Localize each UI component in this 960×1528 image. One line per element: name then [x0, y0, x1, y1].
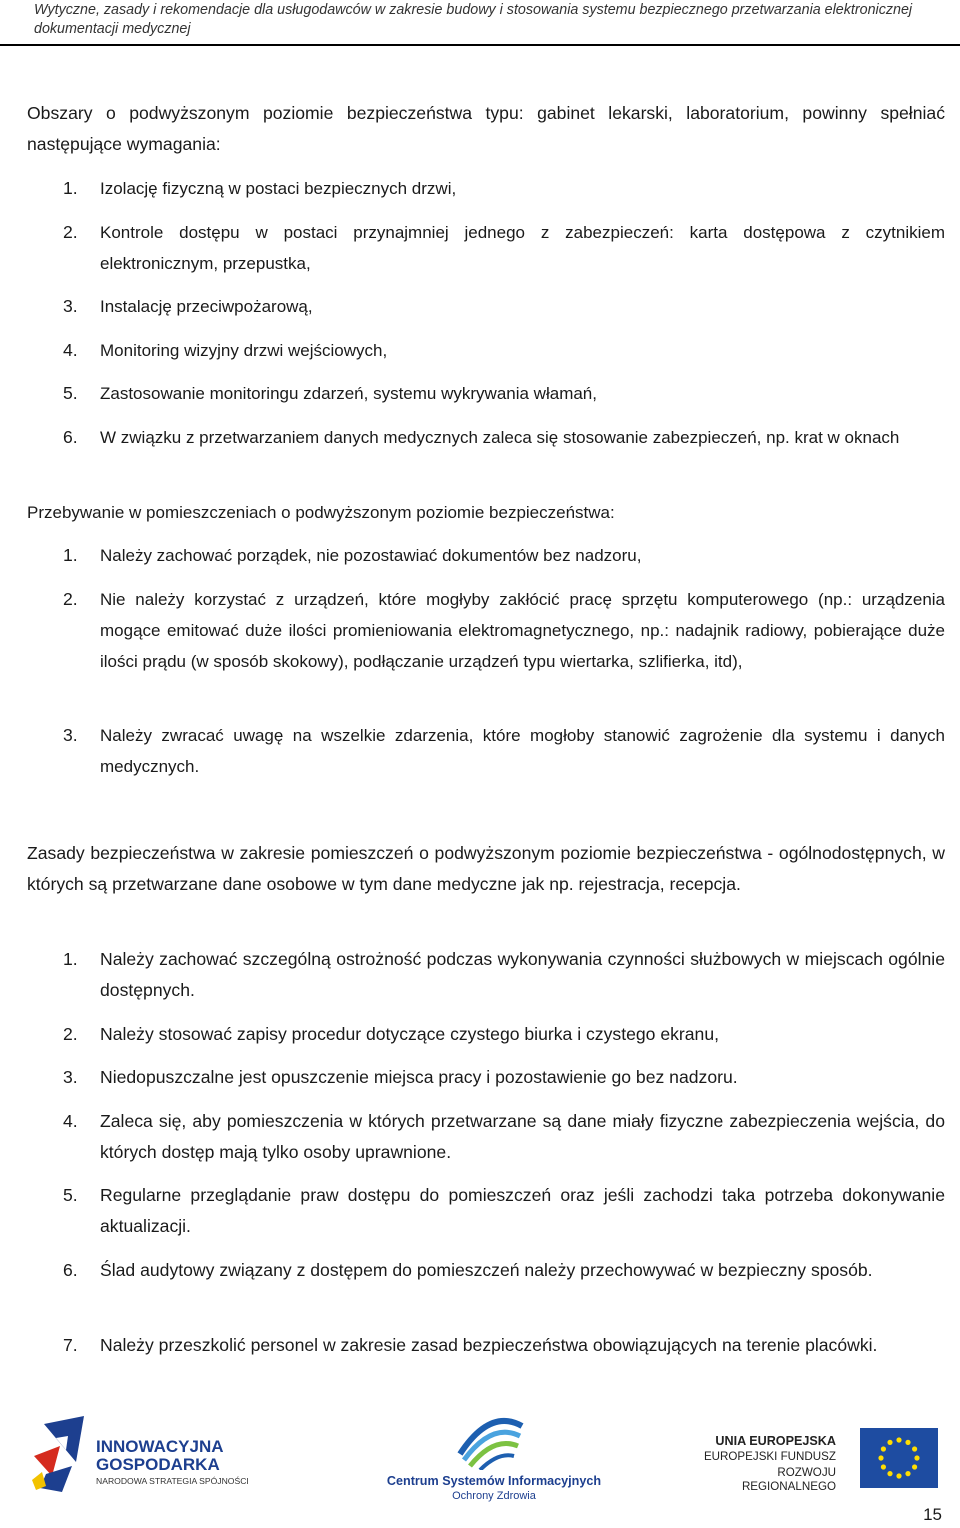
section3-item-4: Zaleca się, aby pomieszczenia w których przetwarzane są dane miały fizyczne zabezpieczenia wejścia, do których dostęp mają tylko osoby uprawnione.: [100, 1111, 945, 1162]
section1-item-3: Instalację przeciwpożarową,: [100, 297, 313, 316]
ig-line2: GOSPODARKA: [96, 1455, 220, 1474]
section3-item-2-num: 2.: [63, 1024, 78, 1044]
section1-item-4: Monitoring wizyjny drzwi wejściowych,: [100, 341, 388, 360]
csioz-emblem-icon: [450, 1414, 530, 1470]
section2-intro: Przebywanie w pomieszczeniach o podwyższonym poziomie bezpieczeństwa:: [27, 503, 615, 522]
section3-item-7: Należy przeszkolić personel w zakresie zasad bezpieczeństwa obowiązujących na terenie placówki.: [100, 1335, 878, 1355]
section3-item-7-num: 7.: [63, 1335, 78, 1355]
eu-line2: EUROPEJSKI FUNDUSZ: [703, 1450, 836, 1463]
section3-item-4-num: 4.: [63, 1111, 78, 1131]
page-number: 15: [923, 1505, 942, 1524]
eu-line3: ROZWOJU REGIONALNEGO: [741, 1466, 836, 1493]
section3-item-1: Należy zachować szczególną ostrożność podczas wykonywania czynności służbowych w miejscach ogólnie dostępnych.: [100, 949, 945, 1000]
csioz-line2: Ochrony Zdrowia: [452, 1490, 536, 1502]
eu-logo: [682, 1428, 938, 1498]
section1-item-5-num: 5.: [63, 383, 78, 403]
section1-item-6: W związku z przetwarzaniem danych medycznych zaleca się stosowanie zabezpieczeń, np. krat w oknach: [100, 428, 900, 447]
csioz-logo: [384, 1414, 604, 1504]
section1-item-1: Izolację fizyczną w postaci bezpiecznych drzwi,: [100, 179, 457, 198]
section1-item-1-num: 1.: [63, 178, 78, 198]
section1-item-4-num: 4.: [63, 340, 78, 360]
section1-item-2-num: 2.: [63, 222, 78, 242]
header-title: Wytyczne, zasady i rekomendacje dla usługodawców w zakresie budowy i stosowania systemu bezpiecznego przetwarzania elektronicznej dokumentacji medycznej: [34, 2, 913, 37]
section2-item-1-num: 1.: [63, 545, 78, 565]
section3-item-3-num: 3.: [63, 1067, 78, 1087]
section2-item-3-num: 3.: [63, 725, 78, 745]
section1-item-6-num: 6.: [63, 427, 78, 447]
section1-item-3-num: 3.: [63, 296, 78, 316]
innowacyjna-gospodarka-logo: [32, 1416, 272, 1496]
section2-item-1: Należy zachować porządek, nie pozostawiać dokumentów bez nadzoru,: [100, 546, 642, 565]
section3-item-1-num: 1.: [63, 949, 78, 969]
ig-emblem-icon: [32, 1416, 90, 1492]
section2-item-2-num: 2.: [63, 589, 78, 609]
ig-line1: INNOWACYJNA: [96, 1437, 224, 1456]
section1-intro: Obszary o podwyższonym poziomie bezpieczeństwa typu: gabinet lekarski, laboratorium, powinny spełniać następujące wymagania:: [27, 103, 945, 154]
section1-item-5: Zastosowanie monitoringu zdarzeń, systemu wykrywania włamań,: [100, 384, 597, 403]
section1-item-2: Kontrole dostępu w postaci przynajmniej jednego z zabezpieczeń: karta dostępowa z czytnikiem elektronicznym, przepustka,: [100, 223, 945, 273]
section3-intro: Zasady bezpieczeństwa w zakresie pomieszczeń o podwyższonym poziomie bezpieczeństwa - ogólnodostępnych, w których są przetwarzane dane osobowe w tym dane medyczne jak np. rejestracja, recepcja.: [27, 843, 945, 894]
eu-line1: UNIA EUROPEJSKA: [715, 1434, 836, 1448]
section3-item-6-num: 6.: [63, 1260, 78, 1280]
section3-item-6: Ślad audytowy związany z dostępem do pomieszczeń należy przechowywać w bezpieczny sposób.: [100, 1260, 873, 1280]
section3-item-5: Regularne przeglądanie praw dostępu do pomieszczeń oraz jeśli zachodzi taka potrzeba dokonywanie aktualizacji.: [100, 1185, 945, 1236]
eu-flag-icon: [860, 1428, 938, 1488]
footer-logos: [0, 1410, 960, 1528]
section2-item-3: Należy zwracać uwagę na wszelkie zdarzenia, które mogłoby stanowić zagrożenie dla systemu i danych medycznych.: [100, 726, 945, 776]
section2-item-2: Nie należy korzystać z urządzeń, które mogłyby zakłócić pracę sprzętu komputerowego (np.: urządzenia mogące emitować duże ilości promieniowania elektromagnetycznego, np.: nadajnik radiowy, pobierające duże ilości prądu (w sposób skokowy), podłączanie urządzeń typu wiertarka, szlifierka, itd),: [100, 590, 945, 671]
section3-item-3: Niedopuszczalne jest opuszczenie miejsca pracy i pozostawienie go bez nadzoru.: [100, 1067, 738, 1087]
page-header: [0, 0, 960, 46]
csioz-line1: Centrum Systemów Informacyjnych: [386, 1474, 602, 1488]
section3-item-2: Należy stosować zapisy procedur dotyczące czystego biurka i czystego ekranu,: [100, 1024, 720, 1044]
section3-item-5-num: 5.: [63, 1185, 78, 1205]
ig-line3: NARODOWA STRATEGIA SPÓJNOŚCI: [96, 1476, 249, 1486]
